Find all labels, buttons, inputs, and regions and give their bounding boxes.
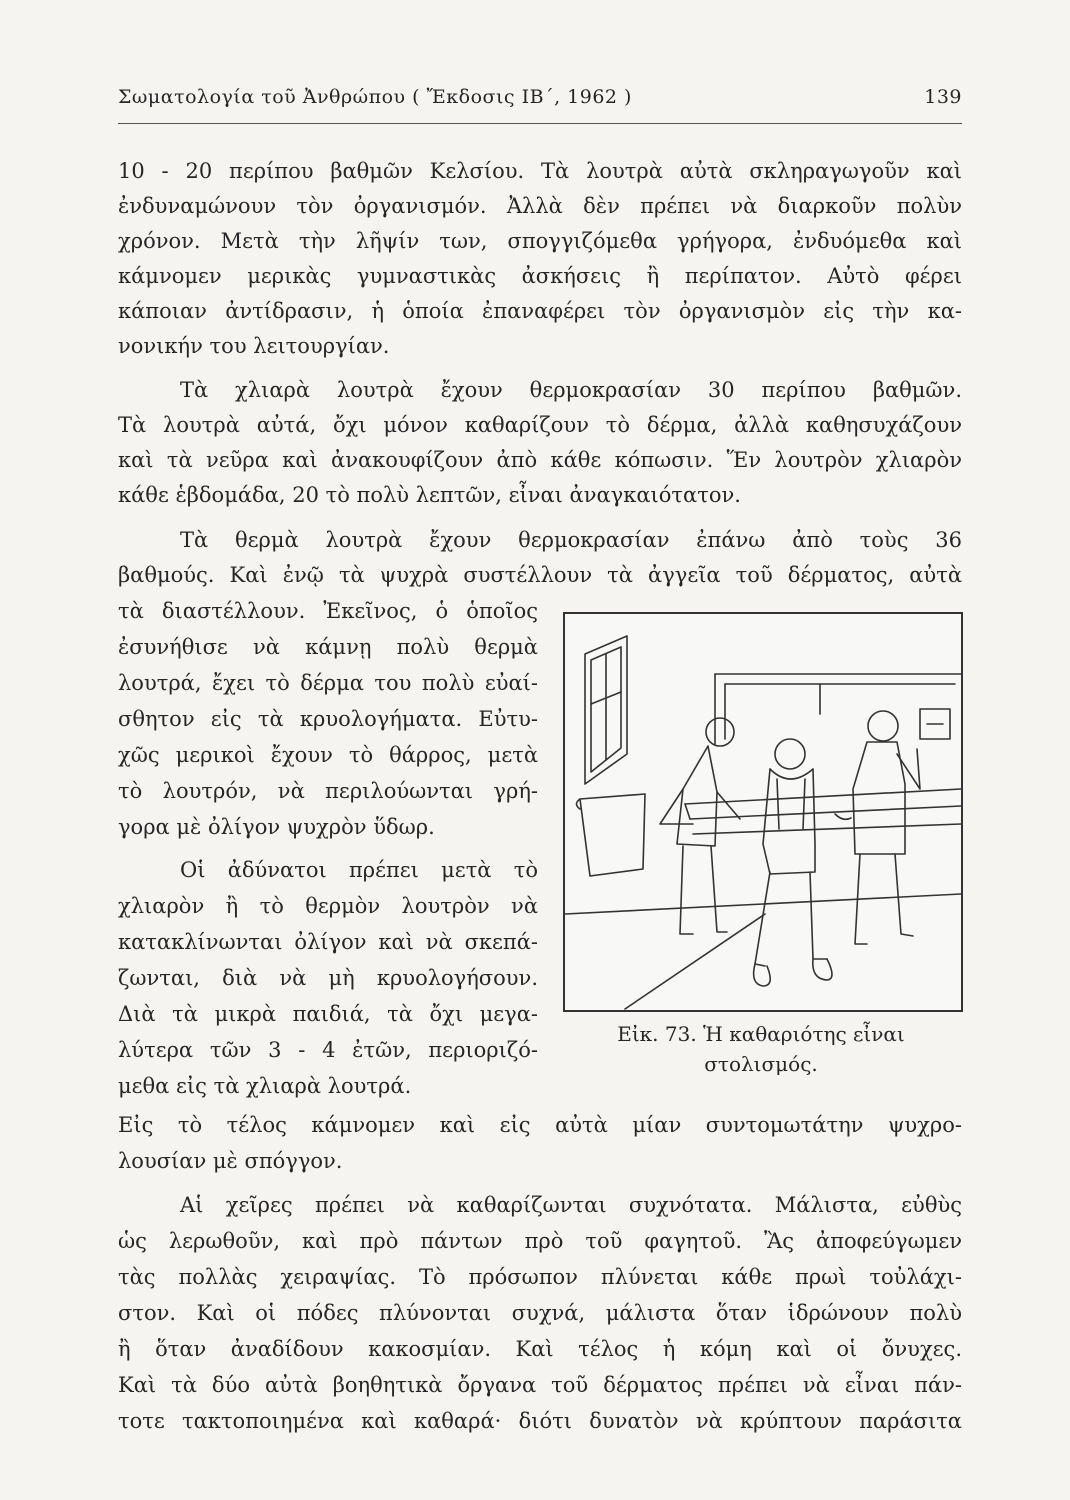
text-line: στον. Καὶ οἱ πόδες πλύνονται συχνά, μάλιστα ὅταν ἱδρώνουν πολὺ xyxy=(118,1301,962,1325)
figure-caption: Εἰκ. 73. Ἡ καθαριότης εἶναι xyxy=(617,1022,905,1046)
header-title: Σωματολογία τοῦ Ἀνθρώπου ( Ἔκδοσις ΙΒ΄, 1962 ) xyxy=(118,86,632,108)
text-line: 10 - 20 περίπου βαθμῶν Κελσίου. Τὰ λουτρὰ αὐτὰ σκληραγωγοῦν καὶ xyxy=(118,159,962,183)
illustration-boys-washing xyxy=(565,614,961,1010)
text-line: Τὰ χλιαρὰ λουτρὰ ἔχουν θερμοκρασίαν 30 περίπου βαθμῶν. xyxy=(180,378,962,402)
text-line: τὰ διαστέλλουν. Ἐκεῖνος, ὁ ὁποῖος xyxy=(118,599,538,623)
text-line: κάθε ἑβδομάδα, 20 τὸ πολὺ λεπτῶν, εἶναι ἀναγκαιότατον. xyxy=(118,483,741,507)
header-rule xyxy=(118,123,962,124)
text-line: Τὰ θερμὰ λουτρὰ ἔχουν θερμοκρασίαν ἐπάνω ἀπὸ τοὺς 36 xyxy=(180,528,962,552)
text-line: κάποιαν ἀντίδρασιν, ἡ ὁποία ἐπαναφέρει τὸν ὀργανισμὸν εἰς τὴν κα- xyxy=(118,299,962,323)
text-line: ἐσυνήθισε νὰ κάμνῃ πολὺ θερμὰ xyxy=(118,635,538,659)
text-line: χρόνον. Μετὰ τὴν λῆψίν των, σπογγιζόμεθα γρήγορα, ἐνδυόμεθα καὶ xyxy=(118,229,962,253)
text-line: κάμνομεν μερικὰς γυμναστικὰς ἀσκήσεις ἢ περίπατον. Αὐτὸ φέρει xyxy=(118,264,962,288)
text-line: λουτρά, ἔχει τὸ δέρμα του πολὺ εὐαί- xyxy=(118,671,538,695)
text-line: Αἱ χεῖρες πρέπει νὰ καθαρίζωνται συχνότατα. Μάλιστα, εὐθὺς xyxy=(180,1193,962,1217)
text-line: Εἰς τὸ τέλος κάμνομεν καὶ εἰς αὐτὰ μίαν συντομωτάτην ψυχρο- xyxy=(118,1113,962,1137)
running-header xyxy=(118,86,962,120)
figure-washing-illustration xyxy=(563,612,963,1012)
text-line: μεθα εἰς τὰ χλιαρὰ λουτρά. xyxy=(118,1074,412,1098)
text-line: Οἱ ἀδύνατοι πρέπει μετὰ τὸ xyxy=(180,858,538,882)
text-line: ἐνδυναμώνουν τὸν ὀργανισμόν. Ἀλλὰ δὲν πρέπει νὰ διαρκοῦν πολὺν xyxy=(118,194,962,218)
text-line: λουσίαν μὲ σπόγγον. xyxy=(118,1149,343,1173)
text-line: βαθμούς. Καὶ ἐνῷ τὰ ψυχρὰ συστέλλουν τὰ ἀγγεῖα τοῦ δέρματος, αὐτὰ xyxy=(118,563,962,587)
text-line: χλιαρὸν ἢ τὸ θερμὸν λουτρὸν νὰ xyxy=(118,894,538,918)
text-line: τὰς πολλὰς χειραψίας. Τὸ πρόσωπον πλύνεται κάθε πρωὶ τοὐλάχι- xyxy=(118,1265,962,1289)
text-line: λύτερα τῶν 3 - 4 ἐτῶν, περιοριζό- xyxy=(118,1038,538,1062)
text-line: Τὰ λουτρὰ αὐτά, ὄχι μόνον καθαρίζουν τὸ δέρμα, ἀλλὰ καθησυχάζουν xyxy=(118,413,962,437)
figure-caption-continued: στολισμός. xyxy=(704,1052,818,1076)
text-line: ἢ ὅταν ἀναδίδουν κακοσμίαν. Καὶ τέλος ἡ κόμη καὶ οἱ ὄνυχες. xyxy=(118,1337,962,1361)
text-line: Διὰ τὰ μικρὰ παιδιά, τὰ ὄχι μεγα- xyxy=(118,1002,538,1026)
text-line: ὡς λερωθοῦν, καὶ πρὸ πάντων πρὸ τοῦ φαγητοῦ. Ἂς ἀποφεύγωμεν xyxy=(118,1229,962,1253)
text-line: νονικήν του λειτουργίαν. xyxy=(118,334,390,358)
text-line: τὸ λουτρόν, νὰ περιλούωνται γρή- xyxy=(118,779,538,803)
text-line: τοτε τακτοποιημένα καὶ καθαρά· διότι δυνατὸν νὰ κρύπτουν παράσιτα xyxy=(118,1409,962,1433)
text-line: σθητον εἰς τὰ κρυολογήματα. Εὐτυ- xyxy=(118,707,538,731)
text-line: καὶ τὰ νεῦρα καὶ ἀνακουφίζουν ἀπὸ κάθε κόπωσιν. Ἕν λουτρὸν χλιαρὸν xyxy=(118,448,962,472)
text-line: ζωνται, διὰ νὰ μὴ κρυολογήσουν. xyxy=(118,966,538,990)
text-line: γορα μὲ ὀλίγον ψυχρὸν ὕδωρ. xyxy=(118,815,435,839)
text-line: χῶς μερικοὶ ἔχουν τὸ θάρρος, μετὰ xyxy=(118,743,538,767)
text-line: κατακλίνωνται ὀλίγον καὶ νὰ σκεπά- xyxy=(118,930,538,954)
text-line: Καὶ τὰ δύο αὐτὰ βοηθητικὰ ὄργανα τοῦ δέρματος πρέπει νὰ εἶναι πάν- xyxy=(118,1373,962,1397)
page-number: 139 xyxy=(924,86,962,108)
